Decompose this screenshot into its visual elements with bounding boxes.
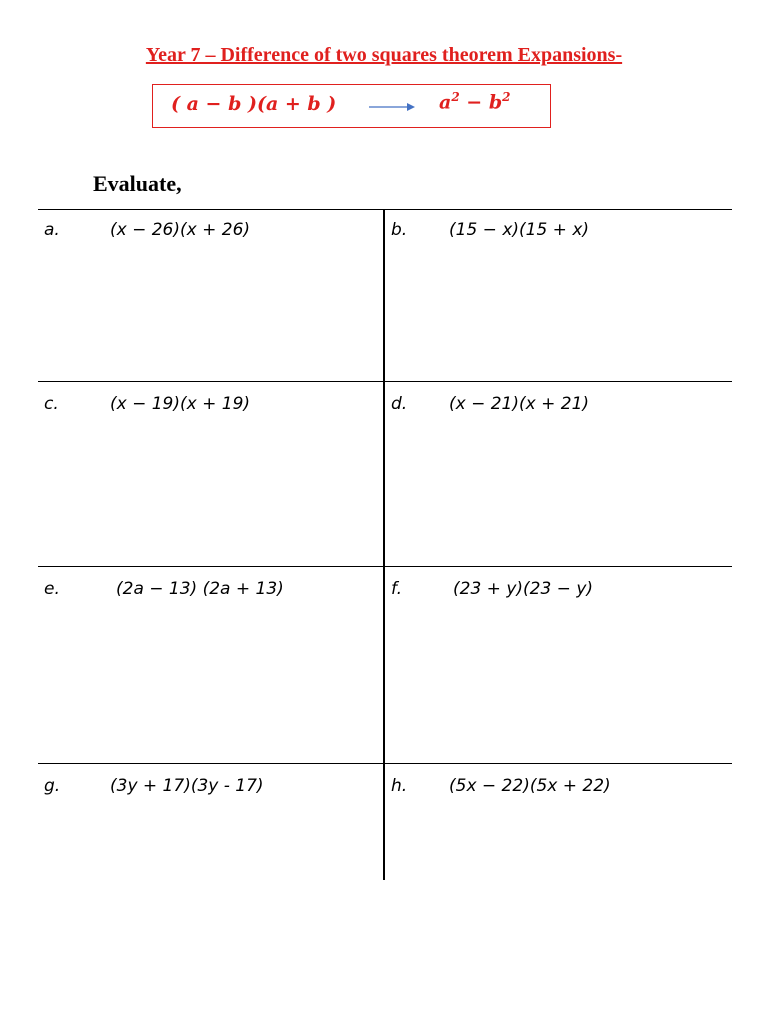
problem-cell: [391, 386, 721, 546]
problem-cell: [391, 571, 721, 731]
instruction-heading: Evaluate,: [93, 171, 182, 196]
grid-column-divider: [383, 209, 385, 880]
problem-cell: [44, 768, 374, 928]
right-arrow-icon: [369, 101, 415, 113]
grid-top-border: [38, 209, 732, 210]
problem-label: e.: [44, 579, 60, 599]
problem-label: a.: [44, 220, 60, 240]
problem-cell: [44, 386, 374, 546]
problem-expression: (3y + 17)(3y - 17): [110, 776, 264, 796]
problem-expression: (2a − 13) (2a + 13): [116, 579, 284, 599]
problem-label: h.: [391, 776, 408, 796]
problem-label: d.: [391, 394, 408, 414]
problem-label: g.: [44, 776, 61, 796]
problem-label: f.: [391, 579, 403, 599]
formula-left-side: ( a − b )(a + b ): [171, 93, 337, 115]
problem-cell: [391, 768, 721, 928]
problem-cell: [391, 212, 721, 372]
grid-row-divider: [38, 381, 732, 382]
grid-row-divider: [38, 566, 732, 567]
problem-label: c.: [44, 394, 59, 414]
problem-expression: (23 + y)(23 − y): [453, 579, 594, 599]
worksheet-title: Year 7 – Difference of two squares theorem Expansions-: [145, 44, 623, 66]
problem-expression: (15 − x)(15 + x): [449, 220, 590, 240]
formula-right-side: $a^2 - b^2$: [439, 90, 511, 114]
grid-row-divider: [38, 763, 732, 764]
problem-expression: (x − 26)(x + 26): [110, 220, 251, 240]
problem-label: b.: [391, 220, 408, 240]
formula-box: [152, 84, 551, 128]
problem-cell: [44, 212, 374, 372]
problem-expression: (x − 19)(x + 19): [110, 394, 251, 414]
problem-cell: [44, 571, 374, 731]
problem-expression: (x − 21)(x + 21): [449, 394, 590, 414]
problem-expression: (5x − 22)(5x + 22): [449, 776, 611, 796]
